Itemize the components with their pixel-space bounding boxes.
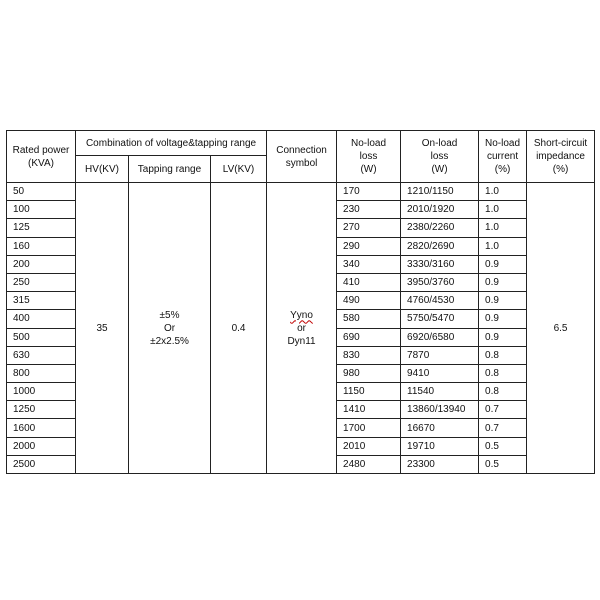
rated-power-cell: 1600: [7, 419, 76, 437]
rated-power-cell: 2500: [7, 455, 76, 473]
no-load-current-cell: 1.0: [479, 237, 527, 255]
no-load-loss-cell: 2480: [337, 455, 401, 473]
on-load-loss-cell: 13860/13940: [401, 401, 479, 419]
on-load-loss-header-line-3: (W): [431, 164, 448, 175]
rated-power-cell: 800: [7, 364, 76, 382]
on-load-loss-cell: 3330/3160: [401, 255, 479, 273]
no-load-current-cell: 0.9: [479, 292, 527, 310]
no-load-loss-cell: 230: [337, 201, 401, 219]
rated-power-cell: 400: [7, 310, 76, 328]
no-load-current-cell: 1.0: [479, 183, 527, 201]
no-load-current-cell: 0.7: [479, 401, 527, 419]
short-circuit-impedance-cell: 6.5: [527, 183, 595, 474]
no-load-current-header-line-3: (%): [494, 164, 511, 175]
rated-power-cell: 100: [7, 201, 76, 219]
tapping-range-cell: [129, 183, 211, 474]
no-load-current-header-line-2: current: [486, 151, 519, 162]
on-load-loss-cell: 1210/1150: [401, 183, 479, 201]
no-load-loss-cell: 980: [337, 364, 401, 382]
rated-power-cell: 2000: [7, 437, 76, 455]
no-load-current-cell: 0.5: [479, 455, 527, 473]
rated-power-header-line-2: (KVA): [28, 157, 54, 169]
hv-cell: 35: [76, 183, 129, 474]
no-load-loss-cell: 690: [337, 328, 401, 346]
rated-power-cell: 125: [7, 219, 76, 237]
connection-symbol-header-line-1: Connection: [276, 144, 327, 156]
no-load-loss-cell: 1700: [337, 419, 401, 437]
no-load-current-cell: 1.0: [479, 219, 527, 237]
connection-symbol-line: or: [297, 322, 306, 334]
transformer-spec-table: [6, 130, 595, 474]
no-load-loss-header-line-1: No-load: [351, 138, 387, 149]
table-body: [7, 183, 595, 474]
on-load-loss-cell: 9410: [401, 364, 479, 382]
rated-power-cell: 200: [7, 255, 76, 273]
connection-symbol-cell: [267, 183, 337, 474]
on-load-loss-cell: 19710: [401, 437, 479, 455]
no-load-loss-cell: 270: [337, 219, 401, 237]
combination-header: Combination of voltage&tapping range: [76, 131, 267, 156]
no-load-current-cell: 0.8: [479, 383, 527, 401]
on-load-loss-cell: 23300: [401, 455, 479, 473]
rated-power-cell: 1000: [7, 383, 76, 401]
short-circuit-impedance-header: [527, 131, 595, 183]
no-load-loss-header-line-3: (W): [360, 164, 377, 175]
short-circuit-impedance-header-line-2: impedance: [536, 151, 585, 162]
header-row-1: [7, 131, 595, 156]
short-circuit-impedance-header-line-1: Short-circuit: [533, 138, 588, 149]
rated-power-cell: 630: [7, 346, 76, 364]
connection-symbol-line: Yyno: [290, 309, 313, 321]
connection-symbol-header-line-2: symbol: [285, 157, 318, 169]
rated-power-cell: 160: [7, 237, 76, 255]
on-load-loss-cell: 7870: [401, 346, 479, 364]
on-load-loss-cell: 2820/2690: [401, 237, 479, 255]
no-load-current-cell: 0.9: [479, 310, 527, 328]
connection-symbol-line: Dyn11: [287, 335, 316, 347]
on-load-loss-header-line-2: loss: [430, 151, 449, 162]
tapping-range-line: ±5%: [159, 309, 180, 321]
rated-power-cell: 250: [7, 273, 76, 291]
rated-power-header: [7, 131, 76, 183]
lv-header: LV(KV): [211, 156, 267, 183]
short-circuit-impedance-header-line-3: (%): [552, 164, 569, 175]
on-load-loss-cell: 5750/5470: [401, 310, 479, 328]
no-load-current-cell: 0.5: [479, 437, 527, 455]
no-load-current-header: [479, 131, 527, 183]
no-load-loss-cell: 2010: [337, 437, 401, 455]
no-load-current-cell: 0.8: [479, 364, 527, 382]
no-load-loss-cell: 340: [337, 255, 401, 273]
no-load-current-cell: 0.7: [479, 419, 527, 437]
no-load-current-cell: 0.8: [479, 346, 527, 364]
tapping-range-line: ±2x2.5%: [150, 335, 189, 347]
no-load-loss-cell: 290: [337, 237, 401, 255]
rated-power-cell: 315: [7, 292, 76, 310]
rated-power-header-line-1: Rated power: [12, 144, 70, 156]
on-load-loss-header: [401, 131, 479, 183]
no-load-current-cell: 0.9: [479, 273, 527, 291]
lv-cell: 0.4: [211, 183, 267, 474]
no-load-loss-cell: 170: [337, 183, 401, 201]
on-load-loss-header-line-1: On-load: [421, 138, 458, 149]
rated-power-cell: 50: [7, 183, 76, 201]
on-load-loss-cell: 3950/3760: [401, 273, 479, 291]
on-load-loss-cell: 16670: [401, 419, 479, 437]
on-load-loss-cell: 2380/2260: [401, 219, 479, 237]
no-load-loss-cell: 410: [337, 273, 401, 291]
rated-power-cell: 500: [7, 328, 76, 346]
no-load-current-header-line-1: No-load: [485, 138, 521, 149]
no-load-loss-cell: 580: [337, 310, 401, 328]
tapping-range-line: Or: [163, 322, 176, 334]
no-load-loss-header: [337, 131, 401, 183]
on-load-loss-cell: 2010/1920: [401, 201, 479, 219]
on-load-loss-cell: 6920/6580: [401, 328, 479, 346]
no-load-loss-cell: 1410: [337, 401, 401, 419]
no-load-loss-header-line-2: loss: [359, 151, 378, 162]
tapping-range-header: Tapping range: [129, 156, 211, 183]
no-load-loss-cell: 830: [337, 346, 401, 364]
on-load-loss-cell: 4760/4530: [401, 292, 479, 310]
no-load-loss-cell: 1150: [337, 383, 401, 401]
no-load-loss-cell: 490: [337, 292, 401, 310]
no-load-current-cell: 0.9: [479, 255, 527, 273]
on-load-loss-cell: 11540: [401, 383, 479, 401]
no-load-current-cell: 0.9: [479, 328, 527, 346]
no-load-current-cell: 1.0: [479, 201, 527, 219]
hv-header: HV(KV): [76, 156, 129, 183]
connection-symbol-header: [267, 131, 337, 183]
rated-power-cell: 1250: [7, 401, 76, 419]
table-row: [7, 183, 595, 201]
